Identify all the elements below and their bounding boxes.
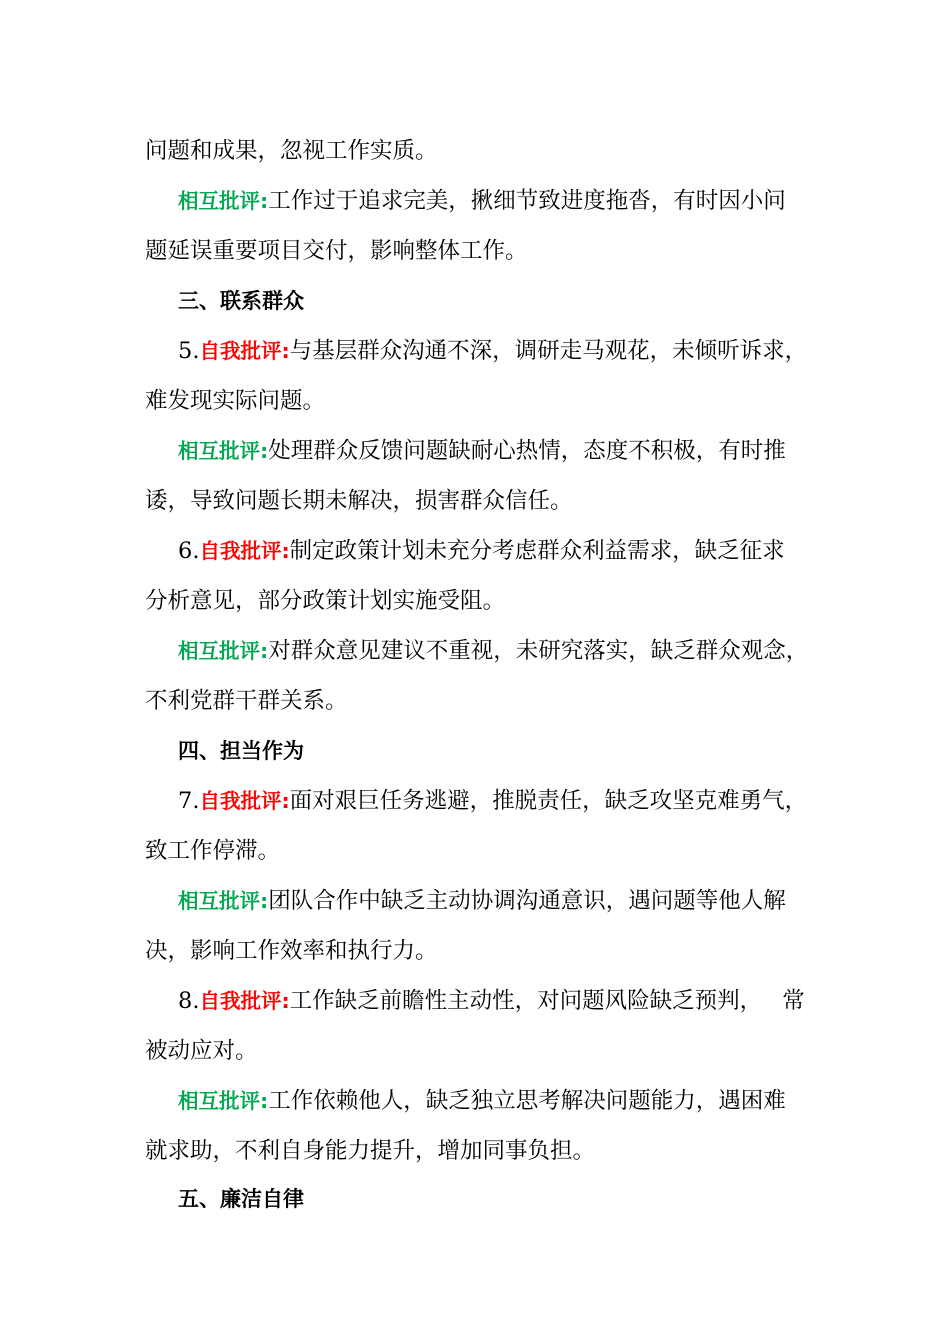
- mutual-criticism-label: 相互批评:: [178, 1089, 269, 1113]
- body-text: 不利党群干群关系。: [145, 688, 348, 714]
- mutual-criticism-line: [178, 186, 848, 216]
- body-text: 决，影响工作效率和执行力。: [145, 938, 438, 964]
- self-criticism-label: 自我批评:: [199, 789, 290, 813]
- self-criticism-line: [178, 336, 848, 366]
- paragraph-line: [145, 236, 815, 266]
- body-text: 分析意见，部分政策计划实施受阻。: [145, 588, 506, 614]
- mutual-criticism-label: 相互批评:: [178, 639, 269, 663]
- paragraph-line: [145, 836, 815, 866]
- self-criticism-label: 自我批评:: [199, 989, 290, 1013]
- body-text: 处理群众反馈问题缺耐心热情，态度不积极，有时推: [268, 438, 786, 464]
- mutual-criticism-line: [178, 436, 848, 466]
- mutual-criticism-label: 相互批评:: [178, 189, 269, 213]
- body-text: 问题和成果，忽视工作实质。: [145, 138, 438, 164]
- body-text: 就求助，不利自身能力提升，增加同事负担。: [145, 1138, 596, 1164]
- body-text: 诿，导致问题长期未解决，损害群众信任。: [145, 488, 573, 514]
- self-criticism-line: [178, 786, 848, 816]
- mutual-criticism-line: [178, 636, 848, 666]
- item-number: 7.: [178, 788, 200, 814]
- paragraph-line: [145, 1136, 815, 1166]
- body-text: 制定政策计划未充分考虑群众利益需求，缺乏征求: [289, 538, 785, 564]
- paragraph-line: [145, 936, 815, 966]
- mutual-criticism-label: 相互批评:: [178, 439, 269, 463]
- paragraph-line: [145, 486, 815, 516]
- section-heading: 三、联系群众: [178, 289, 304, 313]
- item-number: 5.: [178, 338, 200, 364]
- item-number: 6.: [178, 538, 200, 564]
- body-text: 工作过于追求完美，揪细节致进度拖沓，有时因小问: [268, 188, 786, 214]
- body-text: 面对艰巨任务逃避，推脱责任，缺乏攻坚克难勇气，: [289, 788, 808, 814]
- body-text: 致工作停滞。: [145, 838, 281, 864]
- body-text: 常: [782, 988, 805, 1014]
- paragraph-line: [145, 686, 815, 716]
- item-number: 8.: [178, 988, 200, 1014]
- body-text: 工作依赖他人，缺乏独立思考解决问题能力，遇困难: [268, 1088, 786, 1114]
- mutual-criticism-line: [178, 1086, 848, 1116]
- self-criticism-line: [178, 536, 848, 566]
- paragraph-line: [145, 136, 815, 166]
- body-text: 对群众意见建议不重视，未研究落实，缺乏群众观念，: [268, 638, 809, 664]
- paragraph-line: [145, 586, 815, 616]
- self-criticism-label: 自我批评:: [199, 539, 290, 563]
- section-heading: 五、廉洁自律: [178, 1187, 304, 1211]
- body-text: 题延误重要项目交付，影响整体工作。: [145, 238, 528, 264]
- section-heading: 四、担当作为: [178, 739, 304, 763]
- mutual-criticism-line: [178, 886, 848, 916]
- paragraph-line: [145, 386, 815, 416]
- body-text: 难发现实际问题。: [145, 388, 326, 414]
- self-criticism-label: 自我批评:: [199, 339, 290, 363]
- self-criticism-line: [178, 986, 848, 1016]
- body-text: 与基层群众沟通不深，调研走马观花，未倾听诉求，: [289, 338, 808, 364]
- body-text: 被动应对。: [145, 1038, 258, 1064]
- paragraph-line: [145, 1036, 815, 1066]
- body-text: 团队合作中缺乏主动协调沟通意识，遇问题等他人解: [268, 888, 786, 914]
- mutual-criticism-label: 相互批评:: [178, 889, 269, 913]
- body-text: 工作缺乏前瞻性主动性，对问题风险缺乏预判，: [289, 988, 763, 1014]
